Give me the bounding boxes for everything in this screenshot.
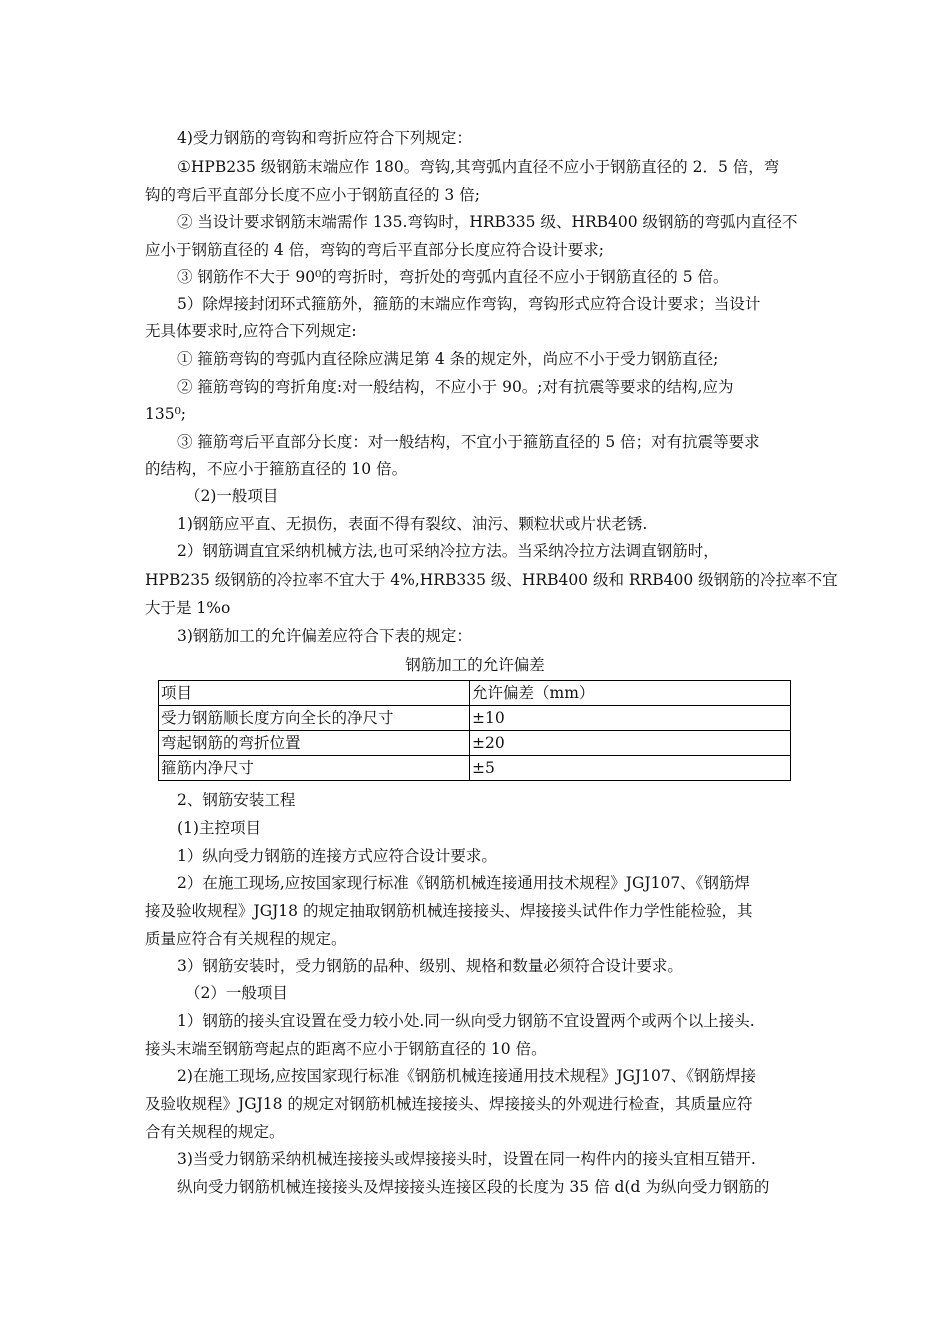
table-row: [159, 706, 791, 731]
paragraph-line: HPB235 级钢筋的冷拉率不宜大于 4%,HRB335 级、HRB400 级和 RRB400 级钢筋的冷拉率不宜: [145, 571, 838, 589]
paragraph-line: 1)钢筋应平直、无损伤，表面不得有裂纹、油污、颗粒状或片状老锈.: [177, 515, 648, 533]
paragraph-line: ③ 钢筋作不大于 90⁰的弯折时，弯折处的弯弧内直径不应小于钢筋直径的 5 倍。: [177, 268, 729, 286]
paragraph-line: ② 当设计要求钢筋末端需作 135.弯钩时，HRB335 级、HRB400 级钢筋的弯弧内直径不: [177, 213, 798, 231]
table-cell: 受力钢筋顺长度方向全长的净尺寸: [159, 706, 470, 731]
table-cell: ±20: [470, 731, 791, 756]
paragraph-line: 大于是 1%o: [145, 599, 231, 617]
paragraph-line: ② 箍筋弯钩的弯折角度:对一般结构，不应小于 90。;对有抗震等要求的结构,应为: [177, 378, 734, 396]
section-heading: (1)主控项目: [177, 819, 261, 837]
paragraph-line: 接头末端至钢筋弯起点的距离不应小于钢筋直径的 10 倍。: [145, 1040, 547, 1058]
paragraph-line: 应小于钢筋直径的 4 倍，弯钩的弯后平直部分长度应符合设计要求;: [145, 241, 604, 259]
paragraph-line: 钩的弯后平直部分长度不应小于钢筋直径的 3 倍;: [145, 186, 480, 204]
table-caption: 钢筋加工的允许偏差: [405, 656, 545, 674]
table-cell: ±10: [470, 706, 791, 731]
paragraph-line: ③ 箍筋弯后平直部分长度：对一般结构，不宜小于箍筋直径的 5 倍；对有抗震等要求: [177, 433, 760, 451]
table-cell: 箍筋内净尺寸: [159, 756, 470, 781]
paragraph-line: 无具体要求时,应符合下列规定:: [145, 322, 357, 340]
paragraph-line: ① 箍筋弯钩的弯弧内直径除应满足第 4 条的规定外，尚应不小于受力钢筋直径;: [177, 350, 719, 368]
paragraph-line: 2）钢筋调直宜采纳机械方法,也可采纳冷拉方法。当采纳冷拉方法调直钢筋时，: [177, 542, 719, 560]
paragraph-line: 3)钢筋加工的允许偏差应符合下表的规定：: [177, 627, 472, 645]
table-header-cell: 允许偏差（mm）: [470, 681, 791, 706]
paragraph-line: 接及验收规程》JGJ18 的规定抽取钢筋机械连接接头、焊接接头试件作力学性能检验，其: [145, 902, 753, 920]
paragraph-line: 5）除焊接封闭环式箍筋外，箍筋的末端应作弯钩，弯钩形式应符合设计要求；当设计: [177, 295, 761, 313]
paragraph-line: 纵向受力钢筋机械连接接头及焊接接头连接区段的长度为 35 倍 d(d 为纵向受力钢筋的: [177, 1178, 770, 1196]
paragraph-line: 及验收规程》JGJ18 的规定对钢筋机械连接接头、焊接接头的外观进行检查，其质量应符: [145, 1095, 753, 1113]
paragraph-line: ①HPB235 级钢筋末端应作 180。弯钩,其弯弧内直径不应小于钢筋直径的 2．5 倍，弯: [177, 158, 780, 176]
table-row: [159, 756, 791, 781]
paragraph-line: 3)当受力钢筋采纳机械连接接头或焊接接头时，设置在同一构件内的接头宜相互错开.: [177, 1150, 756, 1168]
paragraph-line: 合有关规程的规定。: [145, 1123, 285, 1141]
paragraph-line: 135⁰;: [145, 405, 187, 423]
paragraph-line: 1）钢筋的接头宜设置在受力较小处.同一纵向受力钢筋不宜设置两个或两个以上接头.: [177, 1012, 755, 1030]
table-header-cell: 项目: [159, 681, 470, 706]
paragraph-line: 1）纵向受力钢筋的连接方式应符合设计要求。: [177, 847, 497, 865]
paragraph-line: 2）在施工现场,应按国家现行标准《钢筋机械连接通用技术规程》JGJ107、《钢筋焊: [177, 874, 750, 892]
paragraph-line: 质量应符合有关规程的规定。: [145, 930, 347, 948]
paragraph-line: 4)受力钢筋的弯钩和弯折应符合下列规定：: [177, 129, 472, 147]
table-cell: 弯起钢筋的弯折位置: [159, 731, 470, 756]
tolerance-table: [158, 680, 791, 781]
paragraph-line: 2)在施工现场,应按国家现行标准《钢筋机械连接通用技术规程》JGJ107、《钢筋焊接: [177, 1067, 756, 1085]
section-heading: （2）一般项目: [185, 984, 288, 1002]
table-cell: ±5: [470, 756, 791, 781]
section-heading: 2、钢筋安装工程: [177, 791, 296, 809]
paragraph-line: 3）钢筋安装时，受力钢筋的品种、级别、规格和数量必须符合设计要求。: [177, 957, 683, 975]
table-header-row: [159, 681, 791, 706]
section-heading: （2)一般项目: [185, 487, 279, 505]
paragraph-line: 的结构，不应小于箍筋直径的 10 倍。: [145, 460, 408, 478]
table-row: [159, 731, 791, 756]
